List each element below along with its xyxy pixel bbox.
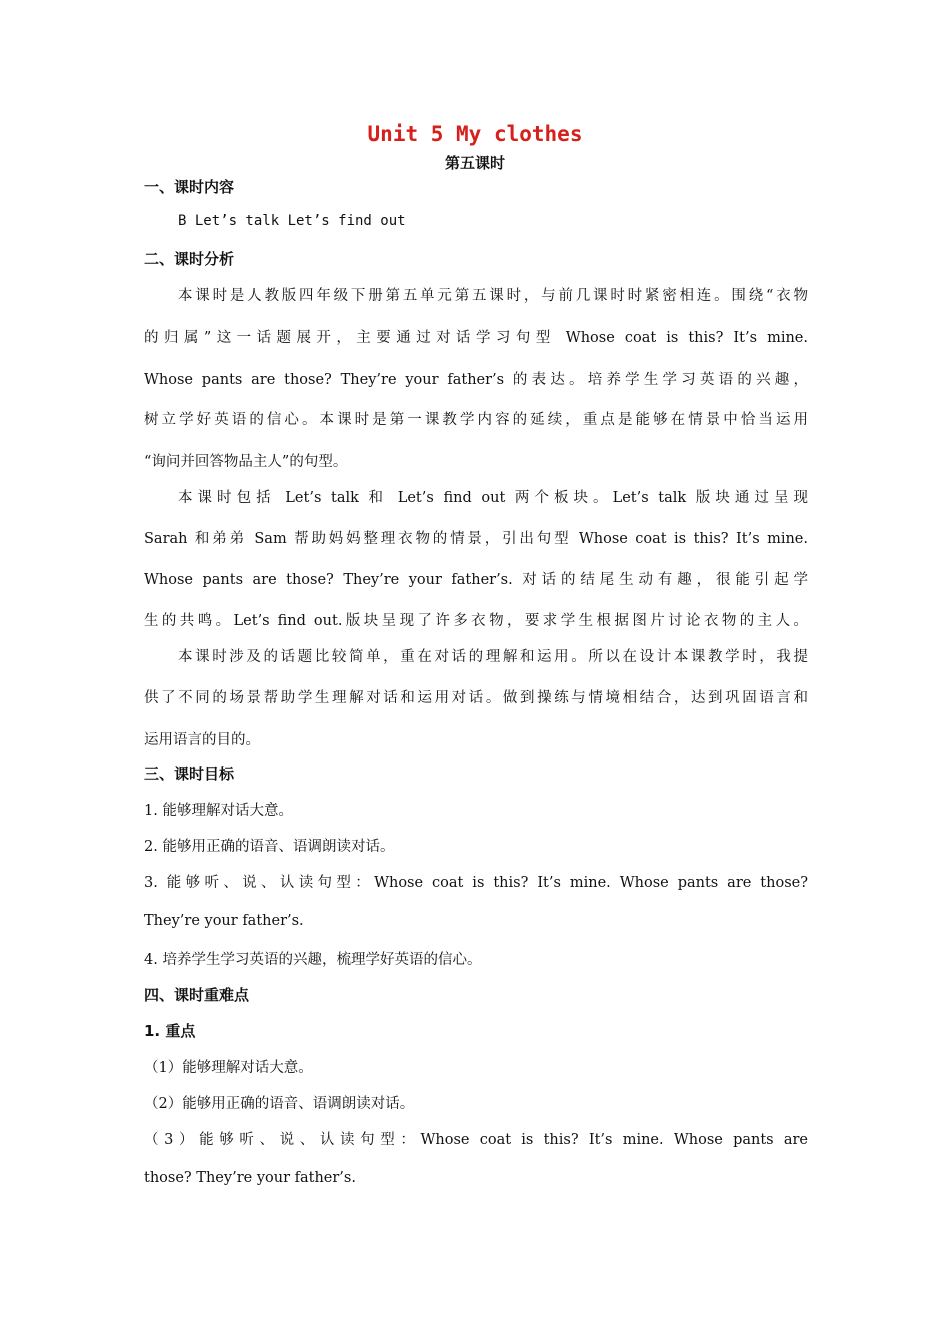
section-heading-goals: 三、课时目标 — [144, 765, 235, 783]
section-heading-content: 一、课时内容 — [144, 178, 235, 196]
goal-item: They’re your father’s. — [144, 913, 304, 929]
goal-item: 2. 能够用正确的语音、语调朗读对话。 — [144, 839, 395, 855]
analysis-line: Sarah 和弟弟 Sam 帮助妈妈整理衣物的情景，引出句型 Whose coat is this? It’s mine. — [144, 531, 808, 547]
analysis-line: 的归属”这一话题展开，主要通过对话学习句型 Whose coat is this? It’s mine. — [144, 330, 808, 346]
lesson-content-text: B Let’s talk Let’s find out — [178, 213, 406, 229]
analysis-line: 本课时涉及的话题比较简单，重在对话的理解和运用。所以在设计本课教学时，我提 — [178, 649, 808, 665]
key-point-item: （3）能够听、说、认读句型：Whose coat is this? It’s mine. Whose pants are — [144, 1132, 808, 1148]
section-heading-analysis: 二、课时分析 — [144, 250, 235, 268]
section-heading-key-points: 四、课时重难点 — [144, 986, 250, 1004]
goal-item: 4. 培养学生学习英语的兴趣，梳理学好英语的信心。 — [144, 952, 482, 968]
goal-item: 1. 能够理解对话大意。 — [144, 803, 293, 819]
goal-item: 3. 能够听、说、认读句型：Whose coat is this? It’s mine. Whose pants are those? — [144, 875, 808, 891]
analysis-line: 本课时是人教版四年级下册第五单元第五课时，与前几课时时紧密相连。围绕“衣物 — [178, 288, 808, 304]
analysis-line: 运用语言的目的。 — [144, 732, 260, 748]
key-point-item: （1）能够理解对话大意。 — [144, 1060, 313, 1076]
key-points-subheading: 1. 重点 — [144, 1022, 196, 1040]
document-title: Unit 5 My clothes — [367, 122, 583, 146]
analysis-line: 供了不同的场景帮助学生理解对话和运用对话。做到操练与情境相结合，达到巩固语言和 — [144, 690, 808, 706]
key-point-item: those? They’re your father’s. — [144, 1170, 356, 1186]
lesson-subtitle: 第五课时 — [444, 154, 505, 172]
analysis-line: 生的共鸣。Let’s find out.版块呈现了许多衣物，要求学生根据图片讨论衣物的主人。 — [144, 613, 808, 629]
analysis-line: “询问并回答物品主人”的句型。 — [144, 454, 348, 470]
analysis-line: Whose pants are those? They’re your father’s 的表达。培养学生学习英语的兴趣， — [144, 372, 808, 388]
key-point-item: （2）能够用正确的语音、语调朗读对话。 — [144, 1096, 415, 1112]
analysis-line: 树立学好英语的信心。本课时是第一课教学内容的延续，重点是能够在情景中恰当运用 — [144, 412, 808, 428]
analysis-line: 本课时包括 Let’s talk 和 Let’s find out 两个板块。Let’s talk 版块通过呈现 — [178, 490, 808, 506]
analysis-line: Whose pants are those? They’re your father’s. 对话的结尾生动有趣，很能引起学 — [144, 572, 808, 588]
